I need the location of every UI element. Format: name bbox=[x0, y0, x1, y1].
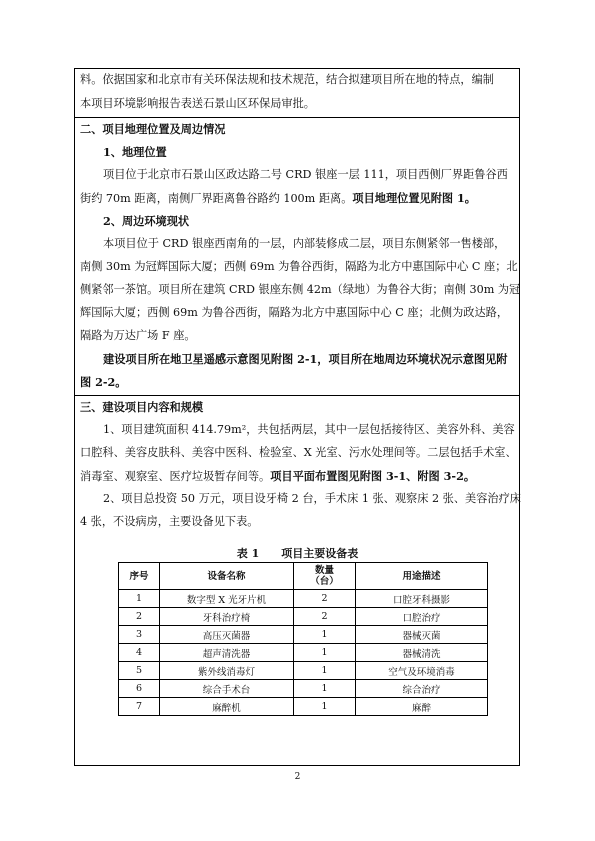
equipment-table bbox=[118, 562, 488, 716]
table-row bbox=[119, 698, 488, 716]
intro-line-1: 料。依据国家和北京市有关环保法规和技术规范，结合拟建项目所在地的特点，编制 bbox=[80, 73, 494, 86]
equipment-quantity: 1 bbox=[294, 662, 356, 680]
location-text: 街约 70m 距离，南侧厂界距离鲁谷路约 100m 距离。 bbox=[80, 192, 353, 205]
equipment-purpose: 空气及环境消毒 bbox=[356, 662, 488, 680]
equipment-purpose: 器械灭菌 bbox=[356, 626, 488, 644]
surroundings-line-2: 南侧 30m 为冠辉国际大厦；西侧 69m 为鲁谷西街，隔路为北方中惠国际中心 C 座；北 bbox=[80, 260, 518, 273]
page-number: 2 bbox=[294, 772, 301, 782]
equipment-quantity: 1 bbox=[294, 680, 356, 698]
surroundings-line-1: 本项目位于 CRD 银座西南角的一层，内部装修成二层，项目东侧紧邻一售楼部， bbox=[103, 237, 506, 250]
table-row bbox=[119, 662, 488, 680]
surroundings-line-3: 侧紧邻一茶馆。项目所在建筑 CRD 银座东侧 42m（绿地）为鲁谷大街；南侧 30m 为冠 bbox=[80, 283, 521, 296]
equipment-quantity: 1 bbox=[294, 644, 356, 662]
equipment-quantity: 1 bbox=[294, 626, 356, 644]
table-row bbox=[119, 590, 488, 608]
location-line-1: 项目位于北京市石景山区政达路二号 CRD 银座一层 111，项目西侧厂界距鲁谷西 bbox=[103, 168, 508, 181]
row-index: 6 bbox=[119, 680, 160, 698]
row-index: 5 bbox=[119, 662, 160, 680]
equipment-name: 综合手术台 bbox=[160, 680, 294, 698]
scale-line-1: 1、项目建筑面积 414.79m²，共包括两层，其中一层包括接待区、美容外科、美容 bbox=[103, 423, 515, 436]
intro-line-2: 本项目环境影响报告表送石景山区环保局审批。 bbox=[80, 97, 315, 110]
equipment-name: 牙科治疗椅 bbox=[160, 608, 294, 626]
table-row bbox=[119, 644, 488, 662]
location-figure-ref: 项目地理位置见附图 1。 bbox=[352, 191, 476, 205]
scale-line-2: 口腔科、美容皮肤科、美容中医科、检验室、X 光室、污水处理间等。二层包括手术室、 bbox=[80, 446, 517, 459]
equipment-name: 数字型 X 光牙片机 bbox=[160, 590, 294, 608]
equipment-purpose: 器械清洗 bbox=[356, 644, 488, 662]
equipment-quantity: 2 bbox=[294, 608, 356, 626]
surroundings-figure-ref-2: 图 2-2。 bbox=[80, 375, 127, 389]
row-index: 2 bbox=[119, 608, 160, 626]
row-index: 7 bbox=[119, 698, 160, 716]
row-index: 1 bbox=[119, 590, 160, 608]
section-3-heading: 三、建设项目内容和规模 bbox=[80, 400, 204, 414]
table-caption: 表 1 项目主要设备表 bbox=[236, 547, 359, 560]
location-line-2 bbox=[80, 190, 476, 207]
equipment-purpose: 综合治疗 bbox=[356, 680, 488, 698]
layout-figure-ref: 项目平面布置图见附图 3-1、附图 3-2。 bbox=[270, 469, 476, 483]
equipment-purpose: 口腔牙科摄影 bbox=[356, 590, 488, 608]
row-index: 3 bbox=[119, 626, 160, 644]
equipment-name: 超声清洗器 bbox=[160, 644, 294, 662]
surroundings-line-4: 辉国际大厦；西侧 69m 为鲁谷西街，隔路为北方中惠国际中心 C 座；北侧为政达路， bbox=[80, 306, 509, 319]
scale-text: 消毒室、观察室、医疗垃圾暂存间等。 bbox=[80, 470, 271, 483]
header-equipment-name: 设备名称 bbox=[160, 563, 294, 590]
equipment-name: 紫外线消毒灯 bbox=[160, 662, 294, 680]
surroundings-figure-ref-1: 建设项目所在地卫星遥感示意图见附图 2-1，项目所在地周边环境状况示意图见附 bbox=[103, 352, 508, 366]
subsection-location-heading: 1、地理位置 bbox=[103, 145, 167, 159]
equipment-purpose: 麻醉 bbox=[356, 698, 488, 716]
investment-line-2: 4 张，不设病房，主要设备见下表。 bbox=[80, 515, 259, 528]
table-header-row bbox=[119, 563, 488, 590]
equipment-name: 高压灭菌器 bbox=[160, 626, 294, 644]
table-row bbox=[119, 680, 488, 698]
equipment-name: 麻醉机 bbox=[160, 698, 294, 716]
surroundings-line-5: 隔路为万达广场 F 座。 bbox=[80, 329, 196, 342]
investment-line-1: 2、项目总投资 50 万元，项目设牙椅 2 台，手术床 1 张、观察床 2 张、美容治疗床 bbox=[103, 492, 521, 505]
equipment-purpose: 口腔治疗 bbox=[356, 608, 488, 626]
table-row bbox=[119, 626, 488, 644]
equipment-quantity: 1 bbox=[294, 698, 356, 716]
header-index: 序号 bbox=[119, 563, 160, 590]
section-2-heading: 二、项目地理位置及周边情况 bbox=[80, 122, 226, 136]
subsection-surroundings-heading: 2、周边环境现状 bbox=[103, 214, 190, 228]
row-divider bbox=[74, 395, 520, 396]
row-divider bbox=[74, 117, 520, 118]
header-quantity: 数量 （台） bbox=[294, 563, 356, 590]
row-index: 4 bbox=[119, 644, 160, 662]
scale-line-3 bbox=[80, 468, 475, 485]
equipment-quantity: 2 bbox=[294, 590, 356, 608]
table-row bbox=[119, 608, 488, 626]
header-purpose: 用途描述 bbox=[356, 563, 488, 590]
